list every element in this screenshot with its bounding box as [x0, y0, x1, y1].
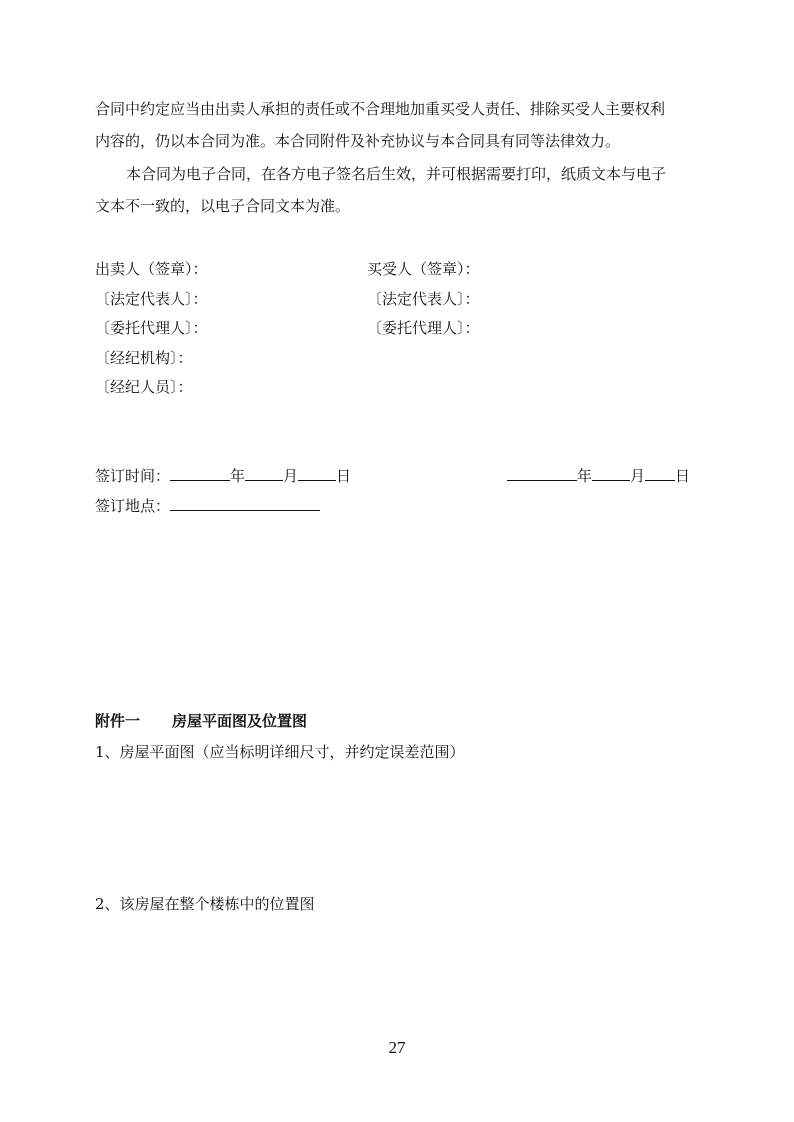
- year-blank: [170, 464, 230, 481]
- buyer-day-blank: [645, 464, 675, 481]
- buyer-day-label: 日: [675, 467, 691, 485]
- seller-agent-label: 〔委托代理人〕：: [95, 319, 208, 337]
- paragraph-1-line-2: 内容的，仍以本合同为准。本合同附件及补充协议与本合同具有同等法律效力。: [95, 132, 621, 150]
- signing-time-label: 签订时间：: [95, 467, 171, 485]
- attachment-heading: [95, 711, 307, 731]
- buyer-signing-time-row: [507, 464, 690, 486]
- broker-person-label: 〔经纪人员〕：: [95, 378, 193, 396]
- attachment-item-1: 1、房屋平面图（应当标明详细尺寸，并约定误差范围）: [95, 743, 465, 761]
- day-blank: [298, 464, 336, 481]
- buyer-month-label: 月: [630, 467, 646, 485]
- buyer-signature-label: 买受人（签章）：: [367, 260, 480, 278]
- paragraph-2-line-2: 文本不一致的，以电子合同文本为准。: [95, 197, 351, 215]
- paragraph-1-line-1: 合同中约定应当由出卖人承担的责任或不合理地加重买受人责任、排除买受人主要权利: [95, 100, 666, 118]
- paragraph-2-line-1: 本合同为电子合同，在各方电子签名后生效，并可根据需要打印，纸质文本与电子: [126, 165, 667, 183]
- buyer-legal-rep-label: 〔法定代表人〕：: [367, 290, 480, 308]
- attachment-item-2: 2、该房屋在整个楼栋中的位置图: [95, 895, 315, 913]
- attachment-number: 附件一: [95, 712, 141, 730]
- month-blank: [245, 464, 283, 481]
- month-label: 月: [283, 467, 299, 485]
- seller-signature-label: 出卖人（签章）：: [95, 260, 208, 278]
- day-label: 日: [336, 467, 352, 485]
- signing-time-row: [95, 464, 351, 486]
- buyer-year-label: 年: [577, 467, 593, 485]
- buyer-month-blank: [592, 464, 630, 481]
- signing-place-blank: [170, 494, 320, 511]
- buyer-year-blank: [507, 464, 577, 481]
- attachment-title: 房屋平面图及位置图: [172, 712, 308, 730]
- year-label: 年: [230, 467, 246, 485]
- signing-place-row: [95, 494, 320, 516]
- buyer-agent-label: 〔委托代理人〕：: [367, 319, 480, 337]
- seller-legal-rep-label: 〔法定代表人〕：: [95, 290, 208, 308]
- page-number: 27: [388, 1038, 406, 1057]
- broker-organization-label: 〔经纪机构〕：: [95, 349, 193, 367]
- signing-place-label: 签订地点：: [95, 497, 171, 515]
